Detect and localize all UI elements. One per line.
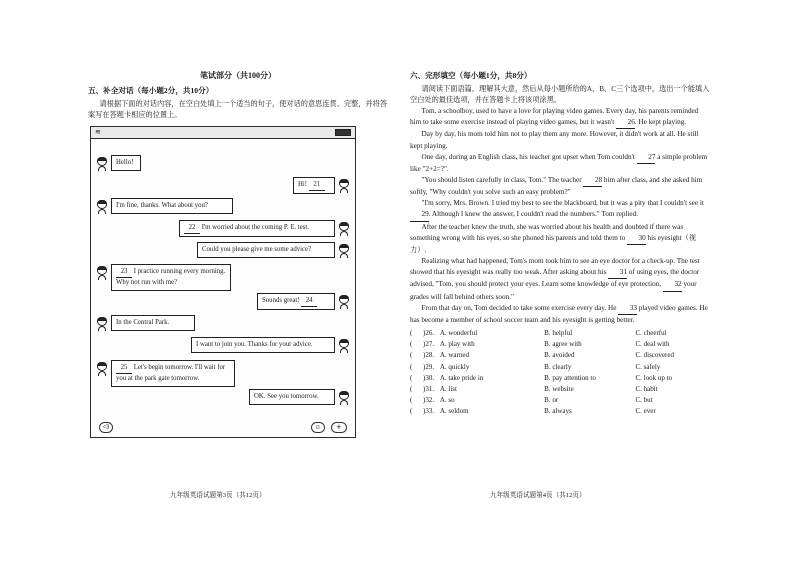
answer-blank[interactable]: 31 xyxy=(608,267,627,279)
volume-icon[interactable]: ◁) xyxy=(99,422,113,433)
option-row xyxy=(410,362,710,373)
chat-bubble xyxy=(111,155,141,171)
option-c: C. safely xyxy=(635,362,661,371)
section-six-title: 六、完形填空（每小题1分，共8分） xyxy=(410,71,532,80)
option-row xyxy=(410,373,710,384)
speaker-a-avatar xyxy=(96,157,108,171)
text-segment: played video games. He has become a member of school soccer team and his eyesight is getting better. xyxy=(410,303,708,324)
chat-bubble xyxy=(197,242,335,258)
option-a: A. so xyxy=(439,396,455,405)
emoji-icon[interactable]: ☺ xyxy=(311,422,325,433)
text-segment: Could you please give me some advice? xyxy=(202,246,312,253)
speaker-a-avatar xyxy=(96,266,108,280)
text-segment: . He kept playing. xyxy=(634,118,687,127)
speaker-b-avatar xyxy=(338,179,350,193)
option-a: A. play with xyxy=(439,340,475,349)
text-segment: a simple problem like "2+2=?". xyxy=(410,152,708,173)
option-b: B. agree with xyxy=(544,340,582,349)
option-b: B. website xyxy=(544,384,574,393)
right-page xyxy=(410,70,710,418)
option-c: C. deal with xyxy=(635,340,670,349)
chat-bubble xyxy=(257,293,335,310)
option-row xyxy=(410,350,710,361)
answer-blank[interactable]: 33 xyxy=(618,303,637,315)
option-a: A. wonderful xyxy=(439,329,478,338)
passage-paragraph xyxy=(410,152,710,175)
speaker-b-avatar xyxy=(338,295,350,309)
chat-bubble xyxy=(179,220,335,237)
question-number-value: 32 xyxy=(425,396,433,405)
left-page xyxy=(88,70,388,121)
right-footer: 九年级英语试题第4页（共12页） xyxy=(490,492,586,499)
passage-paragraph xyxy=(410,175,710,198)
question-number-value: 28 xyxy=(425,351,433,360)
speaker-b-avatar xyxy=(338,244,350,258)
wifi-icon: ≋ xyxy=(95,128,101,136)
text-segment: One day, during an English class, his teacher got upset when Tom couldn't xyxy=(421,152,637,161)
answer-paren[interactable]: ( xyxy=(410,384,413,393)
section-five-title: 五、补全对话（每小题2分，共10分） xyxy=(88,86,214,96)
answer-blank[interactable]: 24 xyxy=(301,296,317,307)
chat-bubble xyxy=(111,264,231,291)
answer-paren[interactable]: ( xyxy=(410,362,413,371)
text-segment: I practice running every morning. Why not run with me? xyxy=(116,268,226,286)
chat-toolbar xyxy=(91,421,355,437)
answer-blank[interactable]: 32 xyxy=(663,279,682,291)
speaker-a-avatar xyxy=(96,317,108,331)
text-segment: Tom, a schoolboy, used to have a love for playing video games. Every day, his parents reminded him to take some exercise instead of playing video games, but it wasn't xyxy=(410,107,699,127)
text-segment: After the teacher knew the truth, she was worried about his health and doubted if there was something wrong with his eyes, so she phoned his parents and told them to xyxy=(410,222,684,242)
chat-bubble xyxy=(293,177,335,194)
option-row xyxy=(410,328,710,339)
question-number: )31. xyxy=(423,384,435,393)
battery-icon xyxy=(335,129,351,136)
chat-bubble xyxy=(111,360,235,387)
text-segment: Sounds great! xyxy=(262,297,302,304)
passage-paragraph xyxy=(410,222,710,256)
text-segment: I'm worried about the coming P. E. test. xyxy=(200,224,310,231)
option-row xyxy=(410,384,710,395)
option-a: A. warned xyxy=(439,351,469,360)
text-segment: him after class, and she asked him softly, "Why couldn't you solve such an easy problem?" xyxy=(410,176,703,197)
answer-paren[interactable]: ( xyxy=(410,340,413,349)
answer-blank[interactable]: 28 xyxy=(583,175,602,187)
option-a: A. list xyxy=(439,384,457,393)
option-row xyxy=(410,339,710,350)
plus-icon[interactable]: + xyxy=(331,422,347,433)
answer-blank[interactable]: 29 xyxy=(410,209,429,221)
question-number: )26. xyxy=(423,329,435,338)
question-number: )30. xyxy=(423,373,435,382)
passage-paragraph xyxy=(410,256,710,303)
answer-blank[interactable]: 22 xyxy=(184,223,200,234)
speaker-b-avatar xyxy=(338,391,350,405)
option-b: B. or xyxy=(544,396,559,405)
option-b: B. always xyxy=(544,407,572,416)
question-number: )27. xyxy=(423,340,435,349)
option-c: C. ever xyxy=(635,407,656,416)
question-number-value: 31 xyxy=(425,384,433,393)
passage-paragraph xyxy=(410,106,710,129)
chat-status-bar xyxy=(91,127,355,139)
chat-window xyxy=(90,126,356,438)
passage-paragraph xyxy=(410,129,710,151)
passage-paragraph xyxy=(410,303,710,326)
section-six-instructions: 请阅读下面语篇，理解其大意，然后从每小题所给的A、B、C三个选项中，选出一个能填入空白处的最佳选项，并在答题卡上将该项涂黑。 xyxy=(410,84,710,104)
answer-paren[interactable]: ( xyxy=(410,396,413,405)
section-five-instructions: 请根据下面的对话内容，在空白处填上一个适当的句子，使对话的意思连贯、完整，并将答案写在答题卡相应的位置上。 xyxy=(88,100,388,120)
question-number-value: 33 xyxy=(425,407,433,416)
option-row xyxy=(410,395,710,406)
answer-blank[interactable]: 25 xyxy=(116,363,132,374)
option-a: A. take pride in xyxy=(439,373,484,382)
text-segment: I want to join you. Thanks for your advice. xyxy=(196,341,313,348)
passage-paragraph xyxy=(410,198,710,221)
option-row xyxy=(410,406,710,417)
text-segment: your grades will fall behind others soon." xyxy=(410,280,697,301)
question-number-value: 26 xyxy=(425,329,433,338)
option-c: C. discovered xyxy=(635,351,674,360)
chat-bubble xyxy=(249,389,335,405)
left-footer: 九年级英语试题第3页（共12页） xyxy=(170,492,266,499)
answer-paren[interactable]: ( xyxy=(410,329,413,338)
option-b: B. avoided xyxy=(544,351,575,360)
option-a: A. quickly xyxy=(439,362,470,371)
option-c: C. look up to xyxy=(635,373,673,382)
question-number: )32. xyxy=(423,396,435,405)
option-b: B. helpful xyxy=(544,329,573,338)
text-segment: "I'm sorry, Mrs. Brown. I tried my best to see the blackboard, but it was a pity that I couldn't see it xyxy=(421,199,704,208)
chat-bubble xyxy=(191,337,335,353)
answer-blank[interactable]: 27 xyxy=(637,152,656,164)
question-number: )28. xyxy=(423,351,435,360)
answer-blank[interactable]: 26 xyxy=(616,117,635,129)
question-number: )33. xyxy=(423,407,435,416)
question-number-value: 27 xyxy=(425,340,433,349)
option-a: A. seldom xyxy=(439,407,469,416)
answer-paren[interactable]: ( xyxy=(410,373,413,382)
text-segment: Day by day, his mom told him not to play them any more. However, it didn't work at all. He still kept playing. xyxy=(410,130,699,150)
question-number-value: 30 xyxy=(425,373,433,382)
option-c: C. habit xyxy=(635,384,658,393)
text-segment: I'm fine, thanks. What about you? xyxy=(116,202,208,209)
text-segment: Hello! xyxy=(116,159,134,166)
answer-paren[interactable]: ( xyxy=(410,351,413,360)
option-c: C. cheerful xyxy=(635,329,667,338)
text-segment: . Although I knew the answer, I couldn't read the numbers." Tom replied. xyxy=(428,210,638,219)
answer-blank[interactable]: 30 xyxy=(627,233,646,245)
chat-bubble xyxy=(111,198,233,214)
text-segment: Let's begin tomorrow. I'll wait for you at the park gate tomorrow. xyxy=(116,364,226,382)
speaker-a-avatar xyxy=(96,362,108,376)
part-title: 笔试部分（共100分） xyxy=(200,71,276,80)
speaker-b-avatar xyxy=(338,222,350,236)
speaker-a-avatar xyxy=(96,200,108,214)
options-list xyxy=(410,328,710,418)
text-segment: of using eyes, the doctor advised, "Tom, you should protect your eyes. Learn some knowledge of eye protection, xyxy=(410,268,700,289)
option-b: B. pay attention to xyxy=(544,373,596,382)
option-c: C. but xyxy=(635,396,653,405)
speaker-b-avatar xyxy=(338,339,350,353)
answer-blank[interactable]: 23 xyxy=(116,267,132,278)
text-segment: From that day on, Tom decided to take some exercise every day. He xyxy=(421,303,619,312)
option-b: B. clearly xyxy=(544,362,572,371)
question-number-value: 29 xyxy=(425,362,433,371)
question-number: )29. xyxy=(423,362,435,371)
text-segment: Realizing what had happened, Tom's mom took him to see an eye doctor for a check-up. The test showed that his eyesight was really too weak. After asking about his xyxy=(410,257,700,277)
answer-blank[interactable]: 21 xyxy=(309,180,325,191)
text-segment: In the Central Park. xyxy=(116,319,170,326)
text-segment: his eyesight（视力）. xyxy=(410,233,697,254)
chat-bubble xyxy=(111,315,195,331)
text-segment: "You should listen carefully in class, Tom." The teacher xyxy=(421,176,584,185)
cloze-passage xyxy=(410,106,710,326)
text-segment: OK. See you tomorrow. xyxy=(254,393,319,400)
text-segment: Hi! xyxy=(298,181,309,188)
answer-paren[interactable]: ( xyxy=(410,407,413,416)
